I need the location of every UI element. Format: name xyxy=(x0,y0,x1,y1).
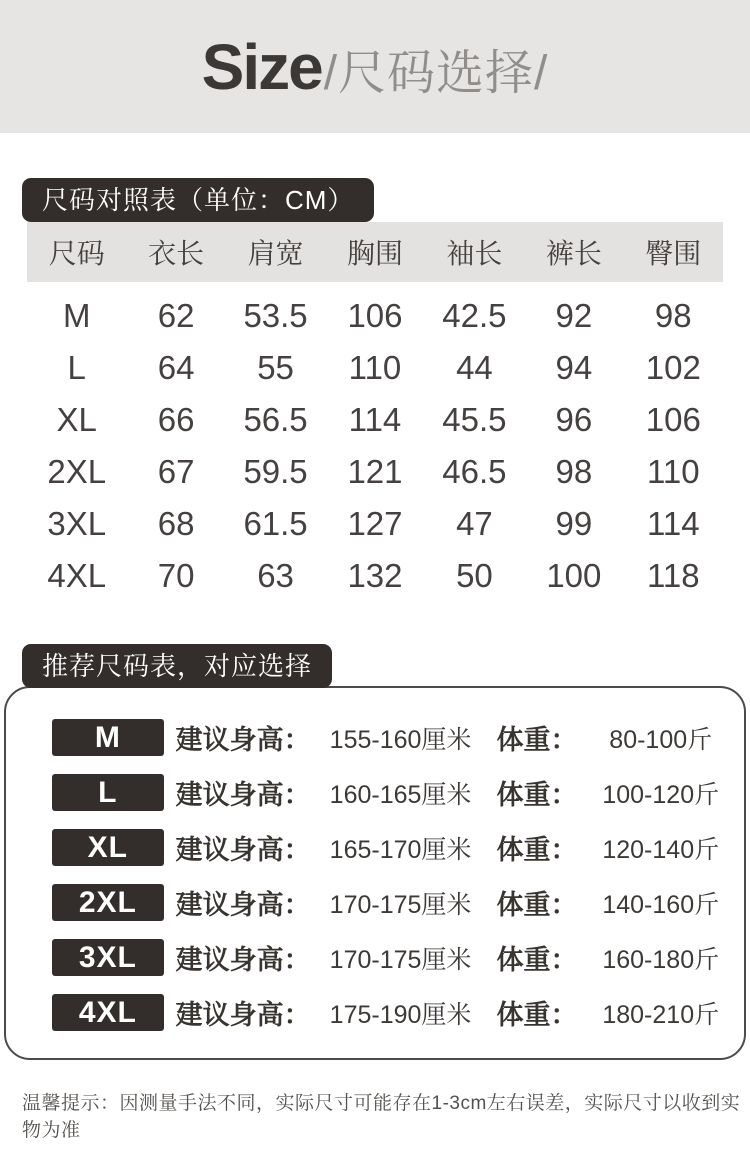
size-chart-section xyxy=(0,178,750,602)
size-tag: XL xyxy=(52,829,164,866)
cell-value: 53.5 xyxy=(243,297,308,334)
weight-value: 160-180斤 xyxy=(602,945,720,974)
cell-value: 45.5 xyxy=(442,401,507,438)
cell-value: 66 xyxy=(157,401,195,438)
height-value: 155-160厘米 xyxy=(329,725,472,754)
size-tag: M xyxy=(52,719,164,756)
height-value: 165-170厘米 xyxy=(329,835,472,864)
cell-value: 68 xyxy=(157,505,195,542)
size-tag: 3XL xyxy=(52,939,164,976)
cell-value: 106 xyxy=(347,297,403,334)
cell-value: 99 xyxy=(555,505,593,542)
recommend-box xyxy=(4,686,746,1060)
cell-value: 50 xyxy=(456,557,493,594)
recommend-row-l xyxy=(6,765,744,820)
size-chart-row-3xl xyxy=(27,498,723,550)
size-chart-row-2xl xyxy=(27,446,723,498)
column-header-bust: 胸围 xyxy=(346,238,403,269)
weight-label: 体重： xyxy=(496,1000,578,1030)
cell-size: 3XL xyxy=(47,505,107,542)
cell-value: 47 xyxy=(456,505,493,542)
cell-value: 64 xyxy=(157,349,195,386)
cell-value: 67 xyxy=(157,453,195,490)
recommend-row-4xl xyxy=(6,985,744,1040)
size-tag: 2XL xyxy=(52,884,164,921)
cell-size: 4XL xyxy=(47,557,107,594)
cell-value: 46.5 xyxy=(442,453,507,490)
cell-value: 110 xyxy=(646,453,700,490)
page-title-zh: /尺码选择/ xyxy=(323,46,549,100)
height-value: 160-165厘米 xyxy=(329,780,472,809)
height-label: 建议身高： xyxy=(175,890,311,920)
cell-value: 98 xyxy=(654,297,692,334)
cell-value: 63 xyxy=(257,557,294,594)
cell-size: XL xyxy=(56,401,97,438)
page-title xyxy=(202,30,549,104)
cell-value: 70 xyxy=(157,557,195,594)
height-label: 建议身高： xyxy=(175,725,311,755)
cell-value: 62 xyxy=(157,297,195,334)
cell-value: 94 xyxy=(555,349,593,386)
size-chart-row-xl xyxy=(27,394,723,446)
cell-value: 132 xyxy=(347,557,403,594)
cell-size: M xyxy=(62,297,91,334)
weight-label: 体重： xyxy=(496,835,578,865)
column-header-sleeve: 袖长 xyxy=(446,238,503,269)
height-label: 建议身高： xyxy=(175,835,311,865)
cell-value: 114 xyxy=(348,401,402,438)
cell-size: 2XL xyxy=(47,453,107,490)
recommend-row-3xl xyxy=(6,930,744,985)
size-chart-row-4xl xyxy=(27,550,723,602)
cell-value: 106 xyxy=(645,401,701,438)
recommend-row-xl xyxy=(6,820,744,875)
size-tag: L xyxy=(52,774,164,811)
column-header-size: 尺码 xyxy=(48,238,105,269)
weight-value: 140-160斤 xyxy=(602,890,720,919)
recommend-row-m xyxy=(6,710,744,765)
size-chart-body xyxy=(0,282,750,602)
cell-value: 55 xyxy=(257,349,294,386)
weight-label: 体重： xyxy=(496,890,578,920)
footer-note: 温馨提示：因测量手法不同，实际尺寸可能存在1-3cm左右误差，实际尺寸以收到实物为准 xyxy=(22,1093,741,1141)
height-label: 建议身高： xyxy=(175,1000,311,1030)
page-title-en: Size xyxy=(201,30,322,103)
size-chart-header-row xyxy=(27,222,723,282)
column-header-pants: 裤长 xyxy=(545,238,602,269)
size-chart-row-l xyxy=(27,342,723,394)
cell-value: 59.5 xyxy=(243,453,308,490)
height-label: 建议身高： xyxy=(175,780,311,810)
column-header-shoulder: 肩宽 xyxy=(247,238,304,269)
height-value: 170-175厘米 xyxy=(329,890,472,919)
cell-size: L xyxy=(67,349,86,386)
cell-value: 102 xyxy=(645,349,701,386)
cell-value: 96 xyxy=(555,401,593,438)
cell-value: 56.5 xyxy=(243,401,308,438)
weight-label: 体重： xyxy=(496,945,578,975)
cell-value: 121 xyxy=(347,453,403,490)
cell-value: 118 xyxy=(646,557,700,594)
weight-label: 体重： xyxy=(496,780,578,810)
cell-value: 44 xyxy=(456,349,493,386)
size-chart-badge: 尺码对照表（单位：CM） xyxy=(22,178,374,222)
cell-value: 92 xyxy=(555,297,593,334)
recommend-section xyxy=(0,644,750,1060)
column-header-length: 衣长 xyxy=(148,238,205,269)
weight-value: 100-120斤 xyxy=(602,780,720,809)
size-tag: 4XL xyxy=(52,994,164,1031)
height-label: 建议身高： xyxy=(175,945,311,975)
height-value: 170-175厘米 xyxy=(329,945,472,974)
weight-value: 120-140斤 xyxy=(602,835,720,864)
weight-label: 体重： xyxy=(496,725,578,755)
column-header-hip: 臀围 xyxy=(645,238,702,269)
cell-value: 127 xyxy=(347,505,403,542)
cell-value: 98 xyxy=(555,453,593,490)
recommend-row-2xl xyxy=(6,875,744,930)
size-chart-row-m xyxy=(27,290,723,342)
cell-value: 110 xyxy=(348,349,402,386)
cell-value: 61.5 xyxy=(243,505,308,542)
recommend-badge: 推荐尺码表，对应选择 xyxy=(22,644,332,688)
height-value: 175-190厘米 xyxy=(329,1000,472,1029)
cell-value: 100 xyxy=(546,557,602,594)
cell-value: 114 xyxy=(646,505,700,542)
weight-value: 180-210斤 xyxy=(602,1000,720,1029)
weight-value: 80-100斤 xyxy=(609,725,713,754)
cell-value: 42.5 xyxy=(442,297,507,334)
title-band xyxy=(0,0,750,133)
